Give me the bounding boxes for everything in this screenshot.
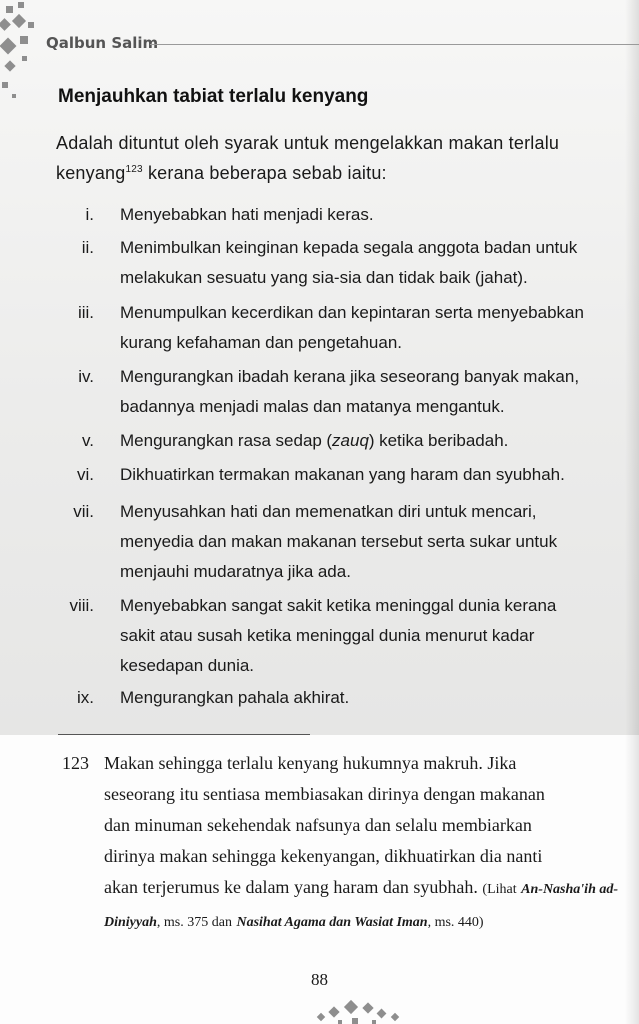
list-item-number: iii. (77, 303, 94, 322)
list-item-line: Dikhuatirkan termakan makanan yang haram dan syubhah. (120, 465, 565, 484)
list-item-text (120, 298, 613, 358)
list-item-line: melakukan sesuatu yang sia-sia dan tidak baik (jahat). (120, 268, 528, 287)
list-item-number: i. (85, 205, 94, 224)
list-item-text-part: Mengurangkan rasa sedap ( (120, 431, 333, 450)
footnote-line: dan minuman sekehendak nafsunya dan selalu membiarkan (104, 815, 532, 835)
footnote-number: 123 (62, 753, 89, 773)
citation-book-title: An-Nasha'ih ad-Diniyyah (104, 882, 619, 930)
list-item-line: Menyebabkan sangat sakit ketika meninggal dunia kerana (120, 596, 557, 615)
list-item-text (120, 233, 613, 293)
list-item-line: badannya menjadi malas dan matanya mengantuk. (120, 397, 505, 416)
footnote-text-part: akan terjerumus ke dalam yang haram dan syubhah. (104, 877, 478, 897)
list-item-italic-term: zauq (332, 431, 369, 450)
list-item-text-part: ) ketika beribadah. (368, 431, 509, 450)
bottom-ornament-icon (316, 990, 406, 1024)
list-item-line: Mengurangkan pahala akhirat. (120, 688, 350, 707)
running-head: Qalbun Salim (46, 34, 159, 52)
list-item-text (120, 362, 613, 422)
list-item-number: viii. (69, 596, 94, 615)
footnote-reference[interactable]: 123 (125, 164, 143, 175)
list-item-text (120, 460, 613, 490)
section-title: Menjauhkan tabiat terlalu kenyang (58, 86, 369, 107)
footnote-line: Makan sehingga terlalu kenyang hukumnya makruh. Jika (104, 753, 517, 773)
list-item-line: menyedia dan makan makanan tersebut serta sukar untuk (120, 532, 558, 551)
footnote-line: dirinya makan sehingga kekenyangan, dikhuatirkan dia nanti (104, 846, 543, 866)
footnote-text (104, 748, 618, 938)
list-item-number: ii. (81, 238, 94, 257)
list-item-line: kesedapan dunia. (120, 656, 255, 675)
list-item-line (120, 426, 613, 456)
list-item-text (120, 683, 613, 713)
intro-text: kerana beberapa sebab iaitu: (142, 163, 387, 183)
footnote-separator (58, 734, 310, 735)
list-item-text (120, 200, 613, 230)
list-item-line: Menimbulkan keinginan kepada segala anggota badan untuk (120, 238, 578, 257)
list-item-text (120, 591, 613, 681)
citation-book-title: Nasihat Agama dan Wasiat Iman (236, 915, 428, 930)
footnote-line (104, 872, 618, 938)
list-item-number: vi. (77, 465, 94, 484)
citation-end: , ms. 440) (427, 915, 484, 930)
list-item-number: v. (82, 431, 94, 450)
list-item-line: Menyusahkan hati dan memenatkan diri untuk mencari, (120, 502, 537, 521)
citation-open: (Lihat (482, 882, 517, 897)
page-number: 88 (311, 970, 328, 989)
list-item-line: sakit atau susah ketika meninggal dunia menurut kadar (120, 626, 535, 645)
list-item-number: ix. (77, 688, 94, 707)
list-item-line: Menyebabkan hati menjadi keras. (120, 205, 374, 224)
citation-text: , ms. 375 dan (156, 915, 232, 930)
list-item-line: menjauhi mudaratnya jika ada. (120, 562, 351, 581)
intro-text: kenyang (56, 163, 126, 183)
list-item-number: vii. (73, 502, 94, 521)
intro-line: Adalah dituntut oleh syarak untuk mengelakkan makan terlalu (56, 133, 560, 153)
list-item-line: Menumpulkan kecerdikan dan kepintaran serta menyebabkan (120, 303, 584, 322)
list-item-number: iv. (78, 367, 94, 386)
list-item-text (120, 497, 613, 587)
footnote-line: seseorang itu sentiasa membiasakan dirinya dengan makanan (104, 784, 545, 804)
list-item-text (120, 426, 613, 456)
list-item-line: kurang kefahaman dan pengetahuan. (120, 333, 403, 352)
list-item-line: Mengurangkan ibadah kerana jika seseorang banyak makan, (120, 367, 580, 386)
